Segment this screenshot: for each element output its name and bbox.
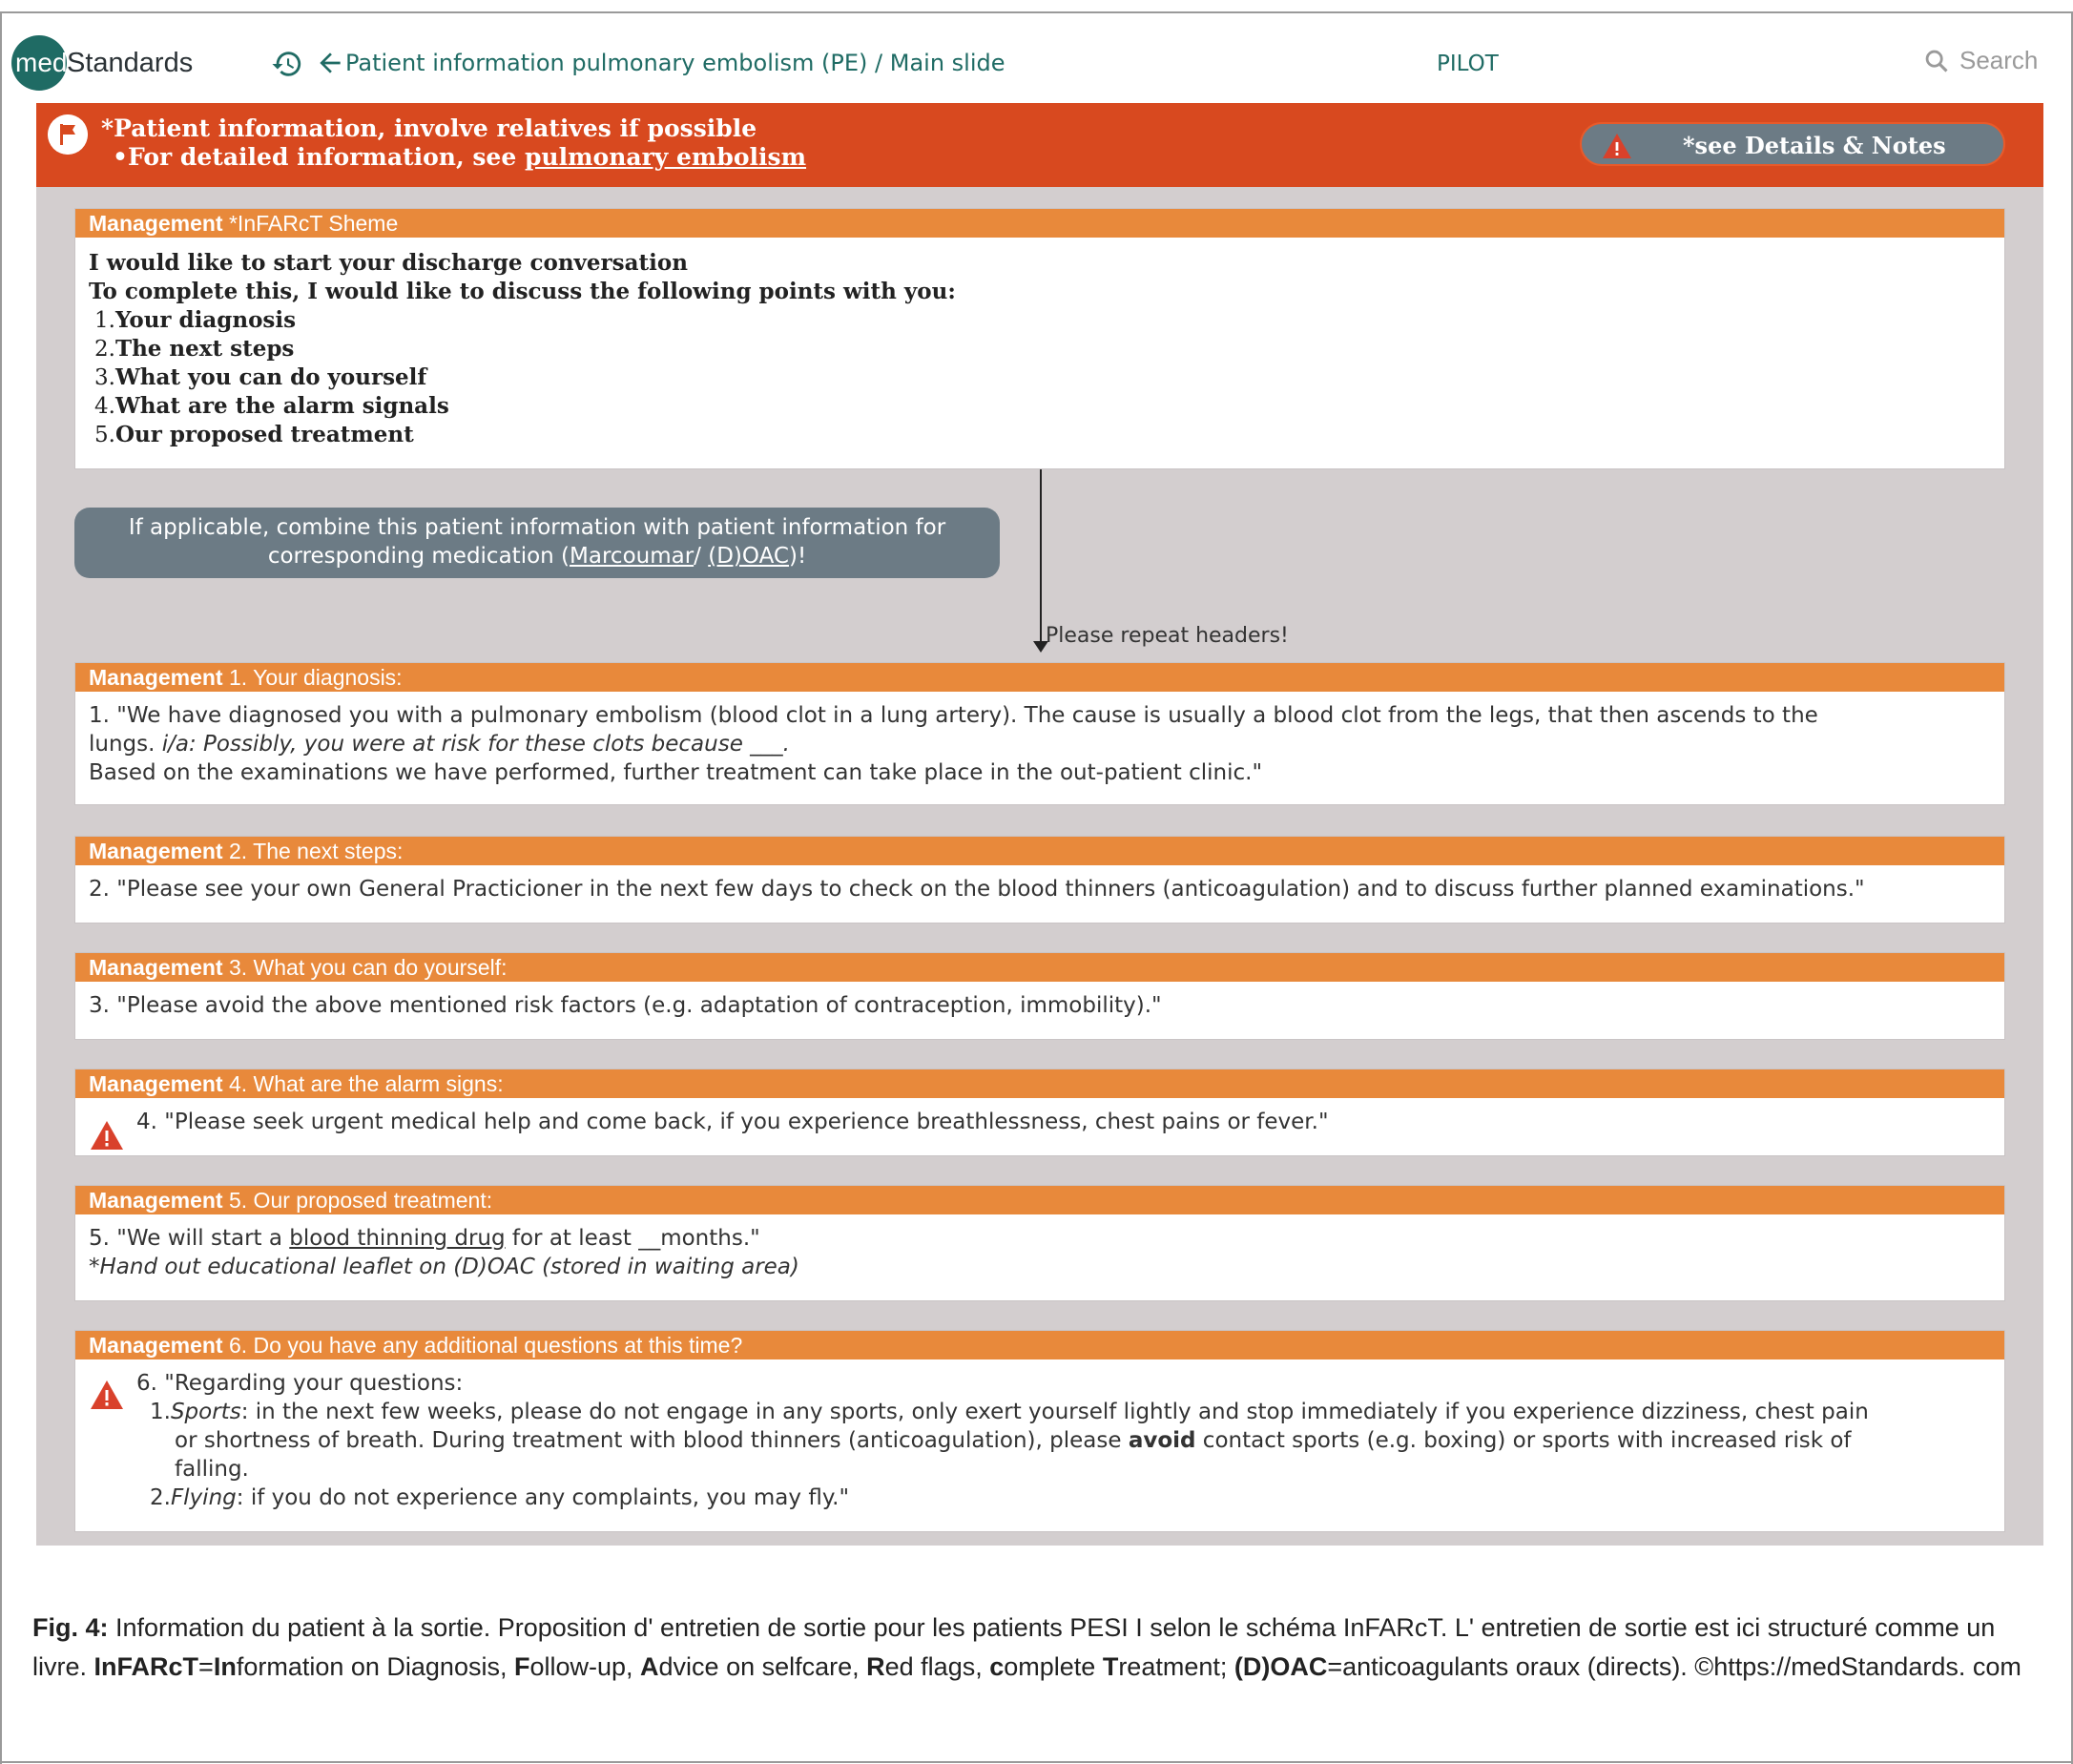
medication-info-pill — [74, 508, 1000, 578]
management-card-diagnosis — [74, 662, 2005, 805]
caption-text: ed flags, — [884, 1652, 990, 1681]
content-canvas — [36, 187, 2043, 1546]
caption-text: =anticoagulants oraux (directs). ©https://medStandards. com — [1327, 1652, 2021, 1681]
breadcrumb[interactable]: Patient information pulmonary embolism (PE) / Main slide — [345, 50, 1005, 76]
card-header — [75, 837, 2004, 865]
caption-text: Information du patient à la sortie. Proposition d' entretien de sortie pour les patients PESI I selon le schéma InFARcT. L' entretien de sortie est ici structuré comme un livre. — [32, 1613, 1996, 1681]
search-label: Search — [1959, 46, 2039, 74]
card-header — [75, 1069, 2004, 1098]
doac-link[interactable]: (D)OAC — [708, 544, 789, 569]
card-header — [75, 1186, 2004, 1214]
sub-item-cont — [136, 1426, 1991, 1455]
card-header-text: 1. Your diagnosis: — [222, 665, 403, 690]
logo-standards: Standards — [67, 47, 194, 78]
card-header-bold: Management — [89, 839, 223, 863]
search-box[interactable] — [1923, 46, 2038, 75]
body-line: Based on the examinations we have performed, further treatment can take place in the out-patient clinic." — [89, 760, 1263, 785]
card-header-bold: Management — [89, 1071, 223, 1096]
sub-text: : in the next few weeks, please do not engage in any sports, only exert yourself lightly and stop immediately if you experience dizziness, chest pain — [240, 1400, 1869, 1424]
body-italic: i/a: Possibly, you were at risk for these clots because ___. — [161, 732, 790, 757]
list-num: 3. — [94, 365, 115, 390]
warning-icon — [89, 1119, 125, 1152]
card-header — [75, 953, 2004, 982]
figure-caption — [32, 1608, 2045, 1687]
see-details-notes-button[interactable] — [1580, 122, 2005, 166]
body-text: 5. "We will start a — [89, 1226, 290, 1251]
list-num: 2. — [94, 337, 115, 362]
body-line: 4. "Please seek urgent medical help and come back, if you experience breathlessness, chest pains or fever." — [136, 1110, 1329, 1134]
management-card-treatment — [74, 1185, 2005, 1301]
card-header — [75, 1331, 2004, 1359]
card-header-bold: Management — [89, 1188, 223, 1213]
card-body — [75, 1214, 2004, 1291]
body-line: 2. "Please see your own General Practicioner in the next few days to check on the blood thinners (anticoagulation) and to discuss further planned examinations." — [89, 877, 1865, 902]
body-text: for at least __months." — [505, 1226, 760, 1251]
body-line: 1. "We have diagnosed you with a pulmonary embolism (blood clot in a lung artery). The cause is usually a blood clot from the legs, that then ascends to the — [89, 703, 1818, 728]
card-header-text: 3. What you can do yourself: — [222, 955, 508, 980]
caption-text: reatment; — [1118, 1652, 1234, 1681]
caption-text: ollow-up, — [529, 1652, 641, 1681]
body-line: 6. "Regarding your questions: — [136, 1371, 464, 1396]
list-num: 4. — [94, 394, 115, 419]
caption-fig: Fig. 4: — [32, 1613, 109, 1642]
list-item — [94, 392, 1991, 421]
sub-bold: avoid — [1128, 1428, 1196, 1453]
card-header-text: *InFARcT Sheme — [222, 211, 399, 236]
caption-bold: In — [213, 1652, 237, 1681]
sub-text: or shortness of breath. During treatment with blood thinners (anticoagulation), please — [175, 1428, 1129, 1453]
list-text: What are the alarm signals — [114, 393, 449, 419]
card-header-text: 5. Our proposed treatment: — [222, 1188, 493, 1213]
banner-subtitle — [113, 143, 806, 171]
sub-label: Sports — [170, 1400, 241, 1424]
sub-item-cont: falling. — [175, 1457, 249, 1482]
card-header-bold: Management — [89, 665, 223, 690]
list-item — [94, 421, 1991, 449]
body-line — [89, 1224, 1991, 1253]
marcoumar-link[interactable]: Marcoumar — [570, 544, 694, 569]
blood-thinning-drug-link[interactable]: blood thinning drug — [289, 1226, 506, 1251]
sub-item — [136, 1484, 1991, 1512]
warning-icon — [1601, 132, 1633, 160]
list-item — [94, 306, 1991, 335]
search-icon — [1923, 48, 1950, 74]
warning-icon — [89, 1379, 125, 1411]
list-item — [94, 335, 1991, 363]
card-header-text: 2. The next steps: — [222, 839, 404, 863]
flow-connector-line — [1040, 469, 1042, 647]
caption-text: dvice on selfcare, — [658, 1652, 867, 1681]
caption-text: formation on Diagnosis, — [236, 1652, 514, 1681]
see-details-label: *see Details & Notes — [1683, 132, 1946, 159]
flag-icon — [48, 114, 88, 155]
card-body — [75, 865, 2004, 913]
caption-bold: c — [989, 1652, 1005, 1681]
list-text: The next steps — [114, 336, 295, 362]
sub-item — [136, 1398, 1991, 1426]
list-text: Your diagnosis — [114, 307, 297, 333]
pill-prefix: corresponding medication ( — [267, 544, 570, 569]
card-header-bold: Management — [89, 211, 223, 236]
intro-card-header — [75, 209, 2004, 238]
logo[interactable] — [11, 34, 193, 92]
card-body — [75, 1098, 2004, 1146]
pill-separator: / — [694, 544, 709, 569]
management-card-self-care — [74, 952, 2005, 1040]
caption-text: omplete — [1004, 1652, 1103, 1681]
body-line: 3. "Please avoid the above mentioned risk factors (e.g. adaptation of contraception, immobility)." — [89, 993, 1162, 1018]
list-text: What you can do yourself — [114, 364, 427, 390]
pilot-label: PILOT — [1437, 52, 1499, 76]
intro-line1: I would like to start your discharge conversation — [89, 250, 688, 276]
caption-bold: InFARcT — [93, 1652, 199, 1681]
card-header-text: 4. What are the alarm signs: — [222, 1071, 504, 1096]
back-arrow-icon[interactable] — [315, 48, 345, 78]
intro-card-body — [75, 238, 2004, 459]
top-bar — [11, 29, 2053, 101]
card-header-bold: Management — [89, 955, 223, 980]
pill-line2 — [74, 542, 1000, 571]
caption-bold: F — [513, 1652, 530, 1681]
card-body — [75, 692, 2004, 797]
body-line: *Hand out educational leaflet on (D)OAC (stored in waiting area) — [89, 1255, 799, 1279]
history-icon[interactable] — [271, 48, 303, 80]
card-header-bold: Management — [89, 1333, 223, 1358]
management-card-questions — [74, 1330, 2005, 1532]
logo-med: med — [11, 35, 67, 91]
banner-subtitle-prefix: •For detailed information, see — [113, 143, 525, 171]
intro-list — [89, 306, 1991, 449]
intro-line2: To complete this, I would like to discuss the following points with you: — [89, 279, 956, 304]
card-body — [75, 1359, 2004, 1522]
pill-line1: If applicable, combine this patient information with patient information for — [128, 515, 946, 540]
sub-text: contact sports (e.g. boxing) or sports with increased risk of — [1195, 1428, 1852, 1453]
info-banner — [36, 103, 2043, 187]
caption-text: = — [198, 1652, 214, 1681]
sub-label: Flying — [170, 1485, 237, 1510]
management-card-alarm-signs — [74, 1069, 2005, 1156]
caption-bold: T — [1102, 1652, 1119, 1681]
management-card-next-steps — [74, 836, 2005, 924]
intro-card — [74, 208, 2005, 469]
bottom-border — [0, 1761, 2073, 1763]
card-header-text: 6. Do you have any additional questions at this time? — [222, 1333, 743, 1358]
sub-num: 2. — [150, 1485, 171, 1510]
banner-title: *Patient information, involve relatives if possible — [101, 114, 757, 142]
caption-bold: A — [640, 1652, 659, 1681]
list-item — [94, 363, 1991, 392]
card-body — [75, 982, 2004, 1029]
repeat-headers-note: Please repeat headers! — [1046, 624, 1289, 648]
list-text: Our proposed treatment — [114, 422, 414, 447]
body-line — [89, 730, 1991, 758]
sub-text: : if you do not experience any complaints, you may fly." — [236, 1485, 850, 1510]
body-text: lungs. — [89, 732, 162, 757]
list-num: 1. — [94, 308, 115, 333]
pulmonary-embolism-link[interactable]: pulmonary embolism — [524, 143, 807, 171]
caption-bold: (D)OAC — [1233, 1652, 1328, 1681]
sub-num: 1. — [150, 1400, 171, 1424]
caption-bold: R — [866, 1652, 885, 1681]
card-header — [75, 663, 2004, 692]
list-num: 5. — [94, 423, 115, 447]
pill-suffix: )! — [788, 544, 807, 569]
